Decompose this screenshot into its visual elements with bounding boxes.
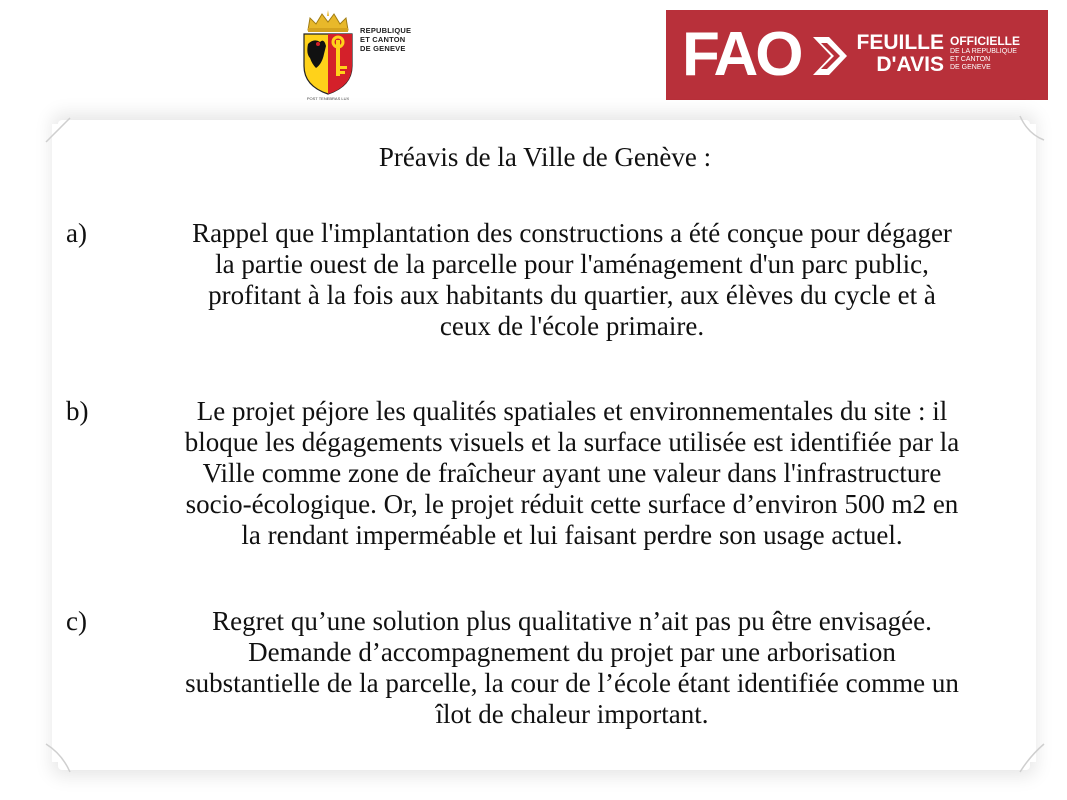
header: [0, 0, 1067, 110]
item-marker: a): [66, 218, 87, 248]
chevron-arrow-icon: [811, 35, 851, 77]
fao-title-line: FEUILLE: [856, 31, 944, 54]
paragraph-line: substantielle de la parcelle, la cour de l’école étant identifiée comme un: [185, 668, 959, 698]
paragraph-b: [112, 396, 1032, 551]
corner-curl-bottom-right: [1012, 738, 1052, 778]
paragraph-line: Demande d’accompagnement du projet par une arborisation: [248, 637, 896, 667]
geneva-coat-of-arms-icon: [298, 8, 358, 96]
item-marker: c): [66, 606, 87, 636]
paragraph-line: Ville comme zone de fraîcheur ayant une valeur dans l'infrastructure: [202, 458, 942, 488]
fao-title: [852, 32, 944, 76]
geneva-logo-line: REPUBLIQUE: [360, 26, 412, 35]
fao-sub-line: ET CANTON: [950, 56, 991, 63]
paragraph-line: ceux de l'école primaire.: [439, 311, 705, 341]
document-title: Préavis de la Ville de Genève :: [378, 142, 712, 172]
paragraph-line: bloque les dégagements visuels et la surface utilisée est identifiée par la: [184, 427, 960, 457]
paragraph-line: socio-écologique. Or, le projet réduit cette surface d’environ 500 m2 en: [185, 489, 959, 519]
paragraph-line: profitant à la fois aux habitants du quartier, aux élèves du cycle et à: [208, 280, 936, 310]
paragraph-c: [112, 606, 1032, 730]
geneva-logo-line: ET CANTON: [360, 35, 406, 44]
paragraph-line: îlot de chaleur important.: [435, 699, 709, 729]
paragraph-line: la rendant imperméable et lui faisant perdre son usage actuel.: [241, 520, 903, 550]
fao-sub-line: DE LA REPUBLIQUE: [950, 48, 1017, 55]
geneva-logo-name: [360, 26, 440, 53]
corner-curl-bottom-left: [40, 738, 80, 778]
geneva-logo: [298, 8, 438, 104]
fao-official-label: OFFICIELLE: [950, 34, 1020, 48]
paragraph-line: la partie ouest de la parcelle pour l'aménagement d'un parc public,: [215, 249, 929, 279]
fao-title-line: D'AVIS: [876, 53, 944, 76]
paragraph-line: Regret qu’une solution plus qualitative n’ait pas pu être envisagée.: [212, 606, 932, 636]
geneva-logo-line: DE GENEVE: [360, 44, 406, 53]
item-marker: b): [66, 396, 89, 426]
fao-acronym: FAO: [682, 20, 801, 89]
paragraph-a: [112, 218, 1032, 342]
fao-sub-line: DE GENEVE: [950, 64, 991, 71]
paragraph-line: Rappel que l'implantation des constructions a été conçue pour dégager: [192, 218, 952, 248]
fao-banner: [666, 10, 1048, 100]
paragraph-line: Le projet péjore les qualités spatiales et environnementales du site : il: [196, 396, 948, 426]
geneva-motto: POST TENEBRAS LUX: [306, 96, 350, 101]
fao-official: [950, 34, 1020, 72]
